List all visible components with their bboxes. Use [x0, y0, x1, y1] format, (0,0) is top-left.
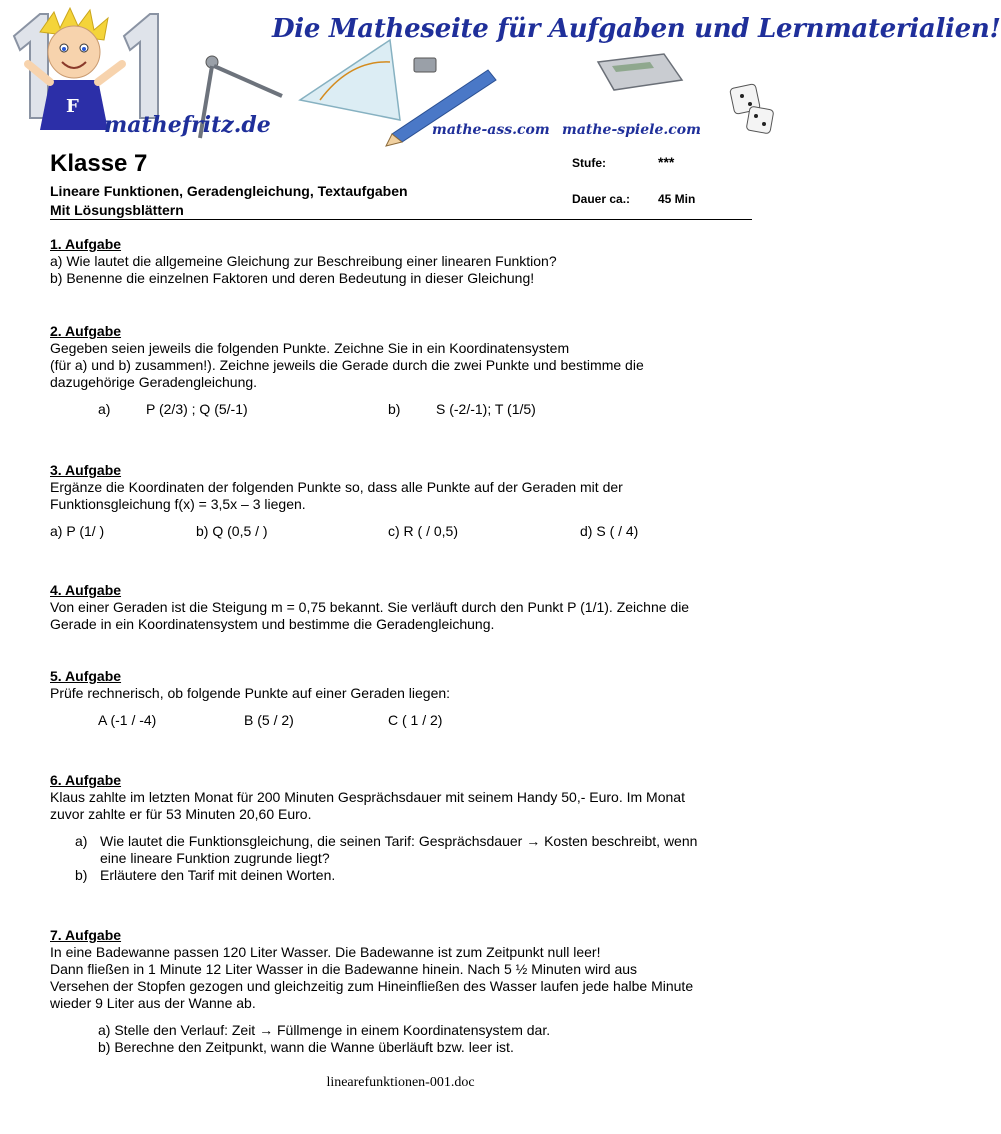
point-s: d) S ( / 4) — [580, 523, 639, 539]
task-title: 7. Aufgabe — [50, 927, 122, 943]
task-text: dazugehörige Geradengleichung. — [50, 374, 258, 390]
subtask-b: b) Berechne den Zeitpunkt, wann die Wanne überläuft bzw. leer ist. — [98, 1039, 514, 1055]
item-label: b) — [75, 867, 88, 883]
task-title: 4. Aufgabe — [50, 582, 122, 598]
point-pair-b: S (-2/-1); T (1/5) — [436, 401, 536, 417]
link-mathe-ass[interactable]: mathe-ass.com — [432, 122, 550, 138]
task-text: b) Benenne die einzelnen Faktoren und deren Bedeutung in dieser Gleichung! — [50, 270, 535, 286]
task-text: Ergänze die Koordinaten der folgenden Punkte so, dass alle Punkte auf der Geraden mit der — [50, 479, 623, 495]
dauer-label: Dauer ca.: — [572, 192, 631, 206]
task-title: 5. Aufgabe — [50, 668, 122, 684]
dauer-value: 45 Min — [658, 192, 696, 206]
points-to-check — [50, 712, 755, 729]
point-p: a) P (1/ ) — [50, 523, 105, 539]
mascot-shirt-letter: F — [66, 96, 79, 117]
footer-filename: linearefunktionen-001.doc — [326, 1075, 475, 1090]
task-7 — [50, 927, 755, 1056]
subtask-a — [50, 833, 755, 867]
dice-icon — [730, 84, 774, 134]
sharpener-icon — [414, 58, 436, 72]
stufe-label: Stufe: — [572, 156, 606, 170]
task-text: wieder 9 Liter aus der Wanne ab. — [50, 995, 256, 1011]
page-title: Klasse 7 — [50, 150, 148, 177]
digit-one-right-icon — [124, 14, 158, 118]
subtask-text: eine lineare Funktion zugrunde liegt? — [100, 850, 330, 866]
task-text: In eine Badewanne passen 120 Liter Wasser. Die Badewanne ist zum Zeitpunkt null leer! — [50, 944, 601, 960]
set-square-icon — [300, 40, 400, 120]
task-text: Versehen der Stopfen gezogen und gleichzeitig zum Hineinfließen des Wasser laufen jede halbe Minute — [50, 978, 694, 994]
task-text: a) Wie lautet die allgemeine Gleichung zur Beschreibung einer linearen Funktion? — [50, 253, 557, 269]
task-6 — [50, 772, 755, 884]
task-text: Dann fließen in 1 Minute 12 Liter Wasser in die Badewanne hinein. Nach 5 ½ Minuten wird aus — [50, 961, 638, 977]
calculator-icon — [598, 54, 682, 90]
task-title: 1. Aufgabe — [50, 236, 122, 252]
subtitle-topic: Lineare Funktionen, Geradengleichung, Textaufgaben — [50, 183, 408, 199]
point-q: b) Q (0,5 / ) — [196, 523, 268, 539]
task-text: Funktionsgleichung f(x) = 3,5x – 3 liegen. — [50, 496, 306, 512]
task-2 — [50, 323, 755, 418]
task-text: Von einer Geraden ist die Steigung m = 0,75 bekannt. Sie verläuft durch den Punkt P (1/1). Zeichne die — [50, 599, 690, 615]
point-completions — [50, 523, 755, 540]
task-title: 3. Aufgabe — [50, 462, 122, 478]
item-label: a) — [75, 833, 88, 849]
task-title: 6. Aufgabe — [50, 772, 122, 788]
task-text: (für a) und b) zusammen!). Zeichne jeweils die Gerade durch die zwei Punkte und bestimme die — [50, 357, 644, 373]
item-label: a) — [98, 401, 111, 417]
task-5 — [50, 668, 755, 729]
task-text: Prüfe rechnerisch, ob folgende Punkte auf einer Geraden liegen: — [50, 685, 451, 701]
task-text: Klaus zahlte im letzten Monat für 200 Minuten Gesprächsdauer mit seinem Handy 50,- Euro. Im Monat — [50, 789, 685, 805]
stufe-value: *** — [658, 154, 675, 170]
point-c: C ( 1 / 2) — [388, 712, 443, 728]
site-banner — [0, 0, 1001, 148]
task-title: 2. Aufgabe — [50, 323, 122, 339]
point-pair-a: P (2/3) ; Q (5/-1) — [146, 401, 248, 417]
task-text: Gegeben seien jeweils die folgenden Punkte. Zeichne Sie in ein Koordinatensystem — [50, 340, 570, 356]
task-text: zuvor zahlte er für 53 Minuten 20,60 Euro. — [50, 806, 312, 822]
point-a: A (-1 / -4) — [98, 712, 157, 728]
link-mathe-spiele[interactable]: mathe-spiele.com — [562, 122, 701, 138]
banner-slogan: Die Matheseite für Aufgaben und Lernmaterialien! — [272, 14, 1001, 44]
task-text: Gerade in ein Koordinatensystem und bestimme die Geradengleichung. — [50, 616, 495, 632]
header-divider — [50, 219, 752, 220]
subtitle-solutions: Mit Lösungsblättern — [50, 202, 184, 218]
brand-logo-text[interactable]: mathefritz.de — [104, 112, 271, 138]
task-4 — [50, 582, 755, 633]
subtask-text: Erläutere den Tarif mit deinen Worten. — [100, 867, 336, 883]
subtask-a: a) Stelle den Verlauf: Zeit → Füllmenge in einem Koordinatensystem dar. — [98, 1022, 551, 1038]
task-3 — [50, 462, 755, 540]
subtask-text: Wie lautet die Funktionsgleichung, die seinen Tarif: Gesprächsdauer → Kosten beschreibt, wenn — [100, 833, 698, 849]
task-1 — [50, 236, 755, 287]
item-label: b) — [388, 401, 401, 417]
point-b: B (5 / 2) — [244, 712, 294, 728]
point-pairs — [50, 401, 755, 418]
subtask-b — [50, 867, 755, 884]
point-r: c) R ( / 0,5) — [388, 523, 459, 539]
task-6-subtasks — [50, 833, 755, 884]
task-7-subtasks — [50, 1022, 755, 1056]
